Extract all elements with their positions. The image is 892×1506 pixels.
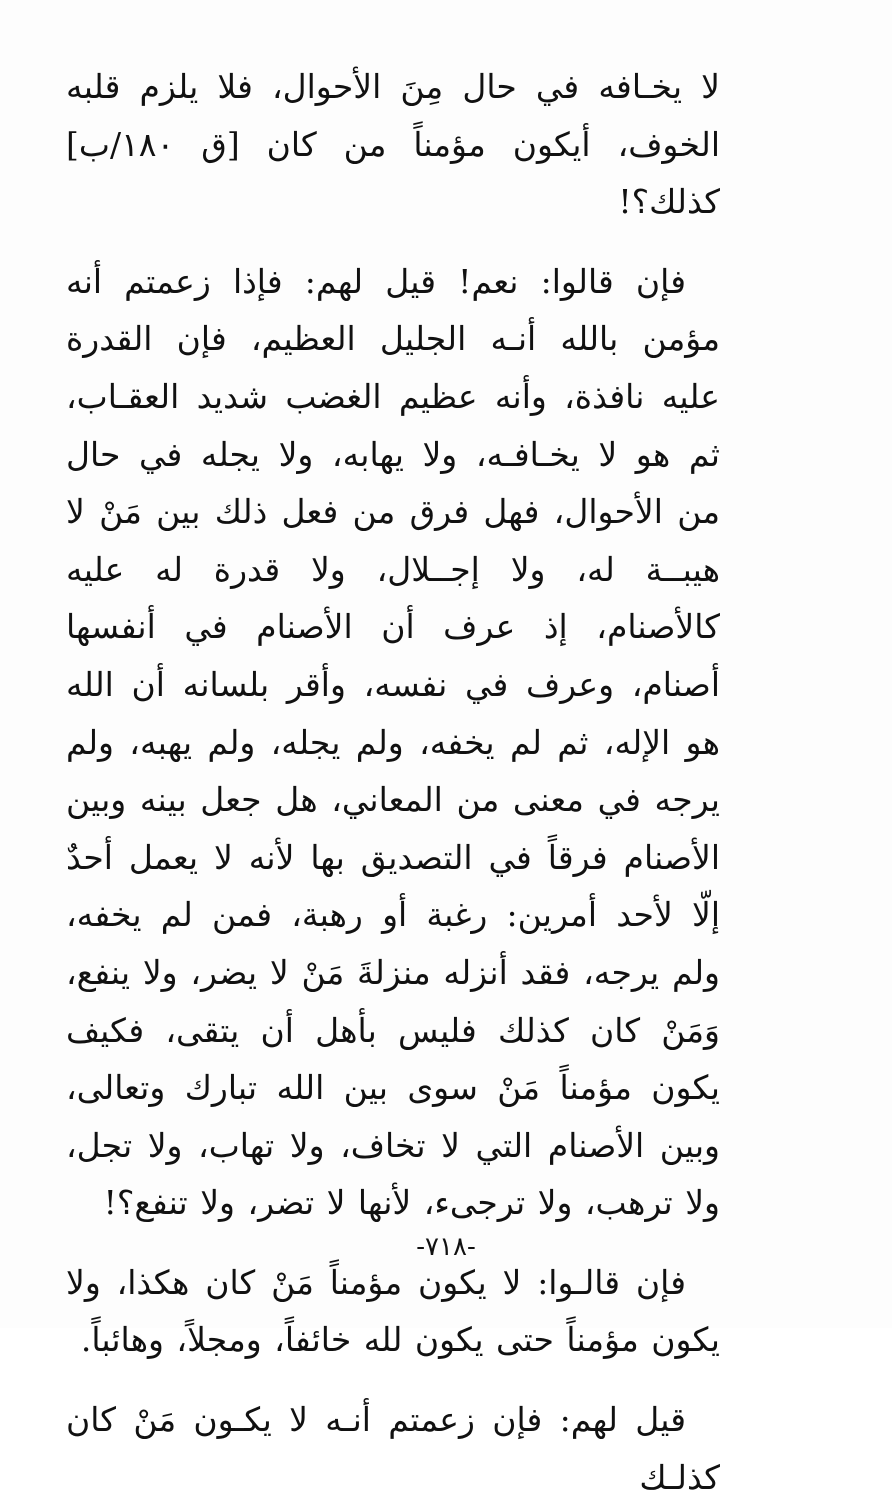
- paragraph-4: قيل لهم: فإن زعمتم أنـه لا يكـون مَنْ كان كذلـك: [66, 1400, 720, 1497]
- page-body-text: [66, 58, 720, 1506]
- page-number: -٧١٨-: [416, 1232, 476, 1262]
- paragraph-1: لا يخـافه في حال مِنَ الأحوال، فلا يلزم قلبه الخوف، أيكون مؤمناً من كان [ق ١٨٠/ب] كذلك؟!: [66, 67, 720, 222]
- paragraph-2: فإن قالوا: نعم! قيل لهم: فإذا زعمتم أنه مؤمن بالله أنـه الجليل العظيم، فإن القدرة عليه نافذة، وأنه عظيم الغضب شديد العقـاب، ثم هو لا يخـافـه، ولا يهابه، ولا يجله في حال من الأحوال، فهل فرق من فعل ذلك بين مَنْ لا هيبــة له، ولا إجــلال، ولا قدرة له عليه كالأصنام، إذ عرف أن الأصنام في أنفسها أصنام، وعرف في نفسه، وأقر بلسانه أن الله هو الإله، ثم لم يخفه، ولم يجله، ولم يهبه، ولم يرجه في معنى من المعاني، هل جعل بينه وبين الأصنام فرقاً في التصديق بها لأنه لا يعمل أحدٌ إلّا لأحد أمرين: رغبة أو رهبة، فمن لم يخفه، ولم يرجه، فقد أنزله منزلةَ مَنْ لا يضر، ولا ينفع، وَمَنْ كان كذلك فليس بأهل أن يتقى، فكيف يكون مؤمناً مَنْ سوى بين الله تبارك وتعالى، وبين الأصنام التي لا تخاف، ولا تهاب، ولا تجل، ولا ترهب، ولا ترجىء، لأنها لا تضر، ولا تنفع؟!: [66, 261, 720, 1223]
- paragraph-3: فإن قالـوا: لا يكون مؤمناً مَنْ كان هكذا، ولا يكون مؤمناً حتى يكون لله خائفاً، ومجلاً، وهائباً.: [66, 1262, 720, 1360]
